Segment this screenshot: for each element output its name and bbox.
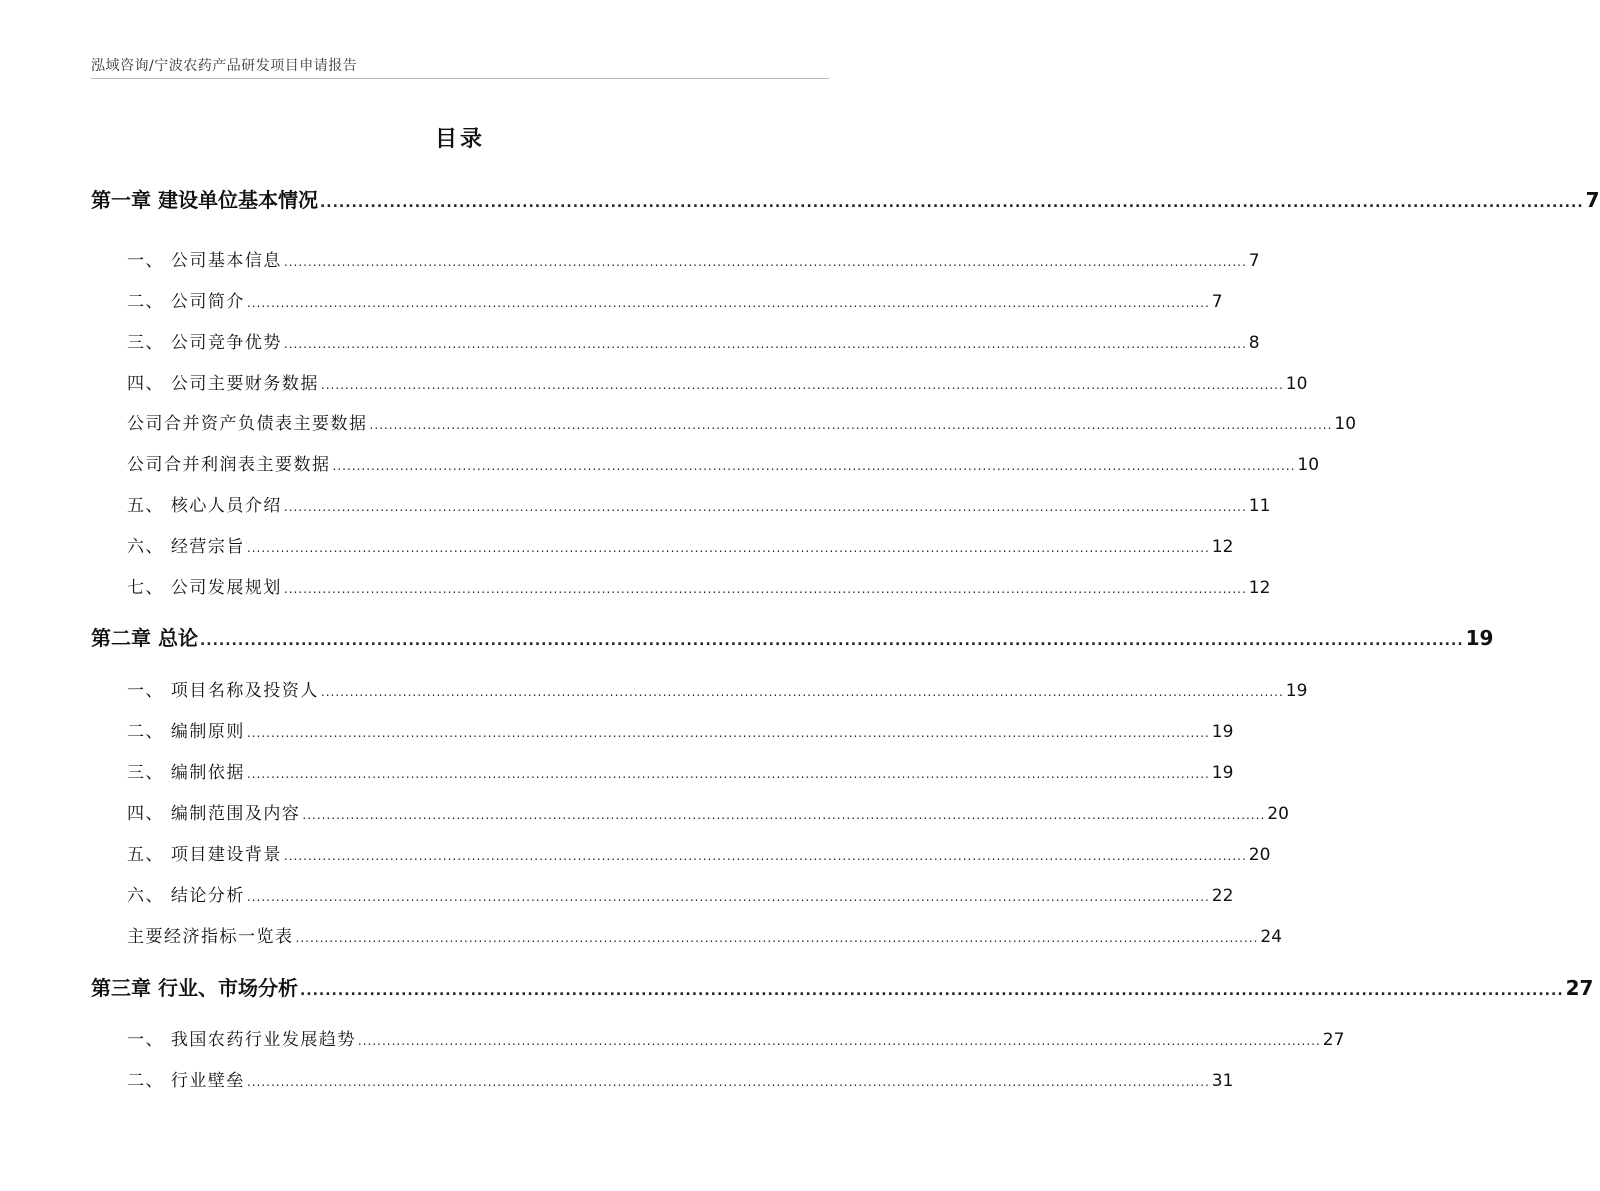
toc-entry[interactable] xyxy=(127,840,1271,865)
toc-label: 六、 结论分析 xyxy=(127,886,245,906)
toc-entry[interactable] xyxy=(127,450,1320,475)
toc-leader: ........................................................................................................................................................................................................ xyxy=(246,726,1210,740)
toc-page-number: 11 xyxy=(1248,496,1271,516)
toc-entry[interactable] xyxy=(127,369,1308,394)
page-title: 目录 xyxy=(434,127,485,152)
toc-page-number: 20 xyxy=(1267,804,1289,824)
toc-label: 一、 我国农药行业发展趋势 xyxy=(127,1030,356,1050)
toc-leader: ........................................................................................................................................................................................................ xyxy=(369,418,1333,432)
toc-label: 四、 编制范围及内容 xyxy=(127,804,301,824)
toc-label: 公司合并利润表主要数据 xyxy=(127,455,331,475)
toc-page-number: 24 xyxy=(1260,927,1283,947)
toc-leader: ........................................................................................................................................................................................................ xyxy=(246,1075,1210,1089)
toc-page-number: 19 xyxy=(1285,681,1308,701)
toc-leader: ........................................................................................................................................................................................................ xyxy=(283,582,1247,596)
toc-leader: ........................................................................................................................................................................................................ xyxy=(295,931,1259,945)
toc-page-number: 27 xyxy=(1565,976,1594,1000)
toc-page-number: 19 xyxy=(1211,722,1234,742)
toc-page-number: 31 xyxy=(1211,1071,1234,1091)
toc-page-number: 20 xyxy=(1248,845,1271,865)
toc-leader: ........................................................................................................................................................................................................ xyxy=(246,890,1210,904)
toc-leader: ........................................................................................................................................................................................................ xyxy=(320,378,1284,392)
toc-page-number: 8 xyxy=(1248,333,1260,353)
toc-page-number: 10 xyxy=(1285,374,1308,394)
toc-label: 五、 核心人员介绍 xyxy=(127,496,282,516)
toc-leader: ........................................................................................................................................................................................................ xyxy=(320,685,1284,699)
toc-leader: ........................................................................................................................................................................................................ xyxy=(283,337,1247,351)
toc-entry[interactable] xyxy=(127,1025,1345,1050)
toc-page-number: 7 xyxy=(1248,251,1260,271)
toc-label: 二、 编制原则 xyxy=(127,722,245,742)
toc-entry[interactable] xyxy=(127,409,1357,434)
toc-entry[interactable] xyxy=(127,758,1234,783)
toc-page-number: 7 xyxy=(1211,292,1223,312)
toc-entry[interactable] xyxy=(127,491,1271,516)
toc-label: 一、 项目名称及投资人 xyxy=(127,681,319,701)
toc-chapter-3[interactable] xyxy=(91,972,1594,1001)
toc-leader: ........................................................................................................................................................................................................ xyxy=(283,255,1247,269)
toc-leader: ........................................................................................................................................................................................................ xyxy=(283,500,1247,514)
toc-page-number: 10 xyxy=(1297,455,1320,475)
toc-entry[interactable] xyxy=(127,573,1271,598)
toc-label: 六、 经营宗旨 xyxy=(127,537,245,557)
toc-label: 公司合并资产负债表主要数据 xyxy=(127,414,368,434)
toc-label: 二、 公司简介 xyxy=(127,292,245,312)
toc-page-number: 12 xyxy=(1211,537,1234,557)
toc-page-number: 10 xyxy=(1334,414,1357,434)
toc-entry[interactable] xyxy=(127,799,1289,824)
toc-page-number: 19 xyxy=(1465,626,1494,650)
toc-leader: ........................................................................................................................................................................................................ xyxy=(246,541,1210,555)
toc-label: 三、 编制依据 xyxy=(127,763,245,783)
toc-entry[interactable] xyxy=(127,246,1260,271)
toc-leader: ........................................................................................................................................................................................................ xyxy=(246,296,1210,310)
toc-label: 第二章 总论 xyxy=(91,626,198,650)
toc-page-number: 19 xyxy=(1211,763,1234,783)
toc-label: 四、 公司主要财务数据 xyxy=(127,374,319,394)
toc-chapter-1[interactable] xyxy=(91,184,1600,213)
toc-leader: ........................................................................................................................................................................................................ xyxy=(357,1034,1321,1048)
toc-page-number: 22 xyxy=(1211,886,1234,906)
toc-label: 五、 项目建设背景 xyxy=(127,845,282,865)
toc-leader: ........................................................................................................................................................................................................ xyxy=(319,195,1584,211)
toc-page-number: 27 xyxy=(1322,1030,1345,1050)
toc-leader: ........................................................................................................................................................................................................ xyxy=(199,633,1464,649)
running-header: 泓域咨询/宁波农药产品研发项目申请报告 xyxy=(91,58,358,74)
toc-entry[interactable] xyxy=(127,717,1234,742)
toc-label: 三、 公司竞争优势 xyxy=(127,333,282,353)
toc-entry[interactable] xyxy=(127,287,1223,312)
toc-label: 七、 公司发展规划 xyxy=(127,578,282,598)
toc-label: 主要经济指标一览表 xyxy=(127,927,294,947)
toc-leader: ........................................................................................................................................................................................................ xyxy=(332,459,1296,473)
toc-leader: ........................................................................................................................................................................................................ xyxy=(283,849,1247,863)
toc-page-number: 12 xyxy=(1248,578,1271,598)
toc-entry[interactable] xyxy=(127,881,1234,906)
toc-leader: ........................................................................................................................................................................................................ xyxy=(246,767,1210,781)
toc-leader: ........................................................................................................................................................................................................ xyxy=(302,808,1266,822)
toc-leader: ........................................................................................................................................................................................................ xyxy=(299,983,1564,999)
toc-entry[interactable] xyxy=(127,328,1260,353)
toc-page-number: 7 xyxy=(1585,188,1600,212)
toc-label: 一、 公司基本信息 xyxy=(127,251,282,271)
toc-label: 第一章 建设单位基本情况 xyxy=(91,188,318,212)
toc-chapter-2[interactable] xyxy=(91,622,1494,651)
toc-entry[interactable] xyxy=(127,676,1308,701)
toc-entry[interactable] xyxy=(127,532,1234,557)
header-divider xyxy=(91,78,829,79)
toc-label: 二、 行业壁垒 xyxy=(127,1071,245,1091)
toc-entry[interactable] xyxy=(127,1066,1234,1091)
toc-entry[interactable] xyxy=(127,922,1283,947)
toc-label: 第三章 行业、市场分析 xyxy=(91,976,298,1000)
